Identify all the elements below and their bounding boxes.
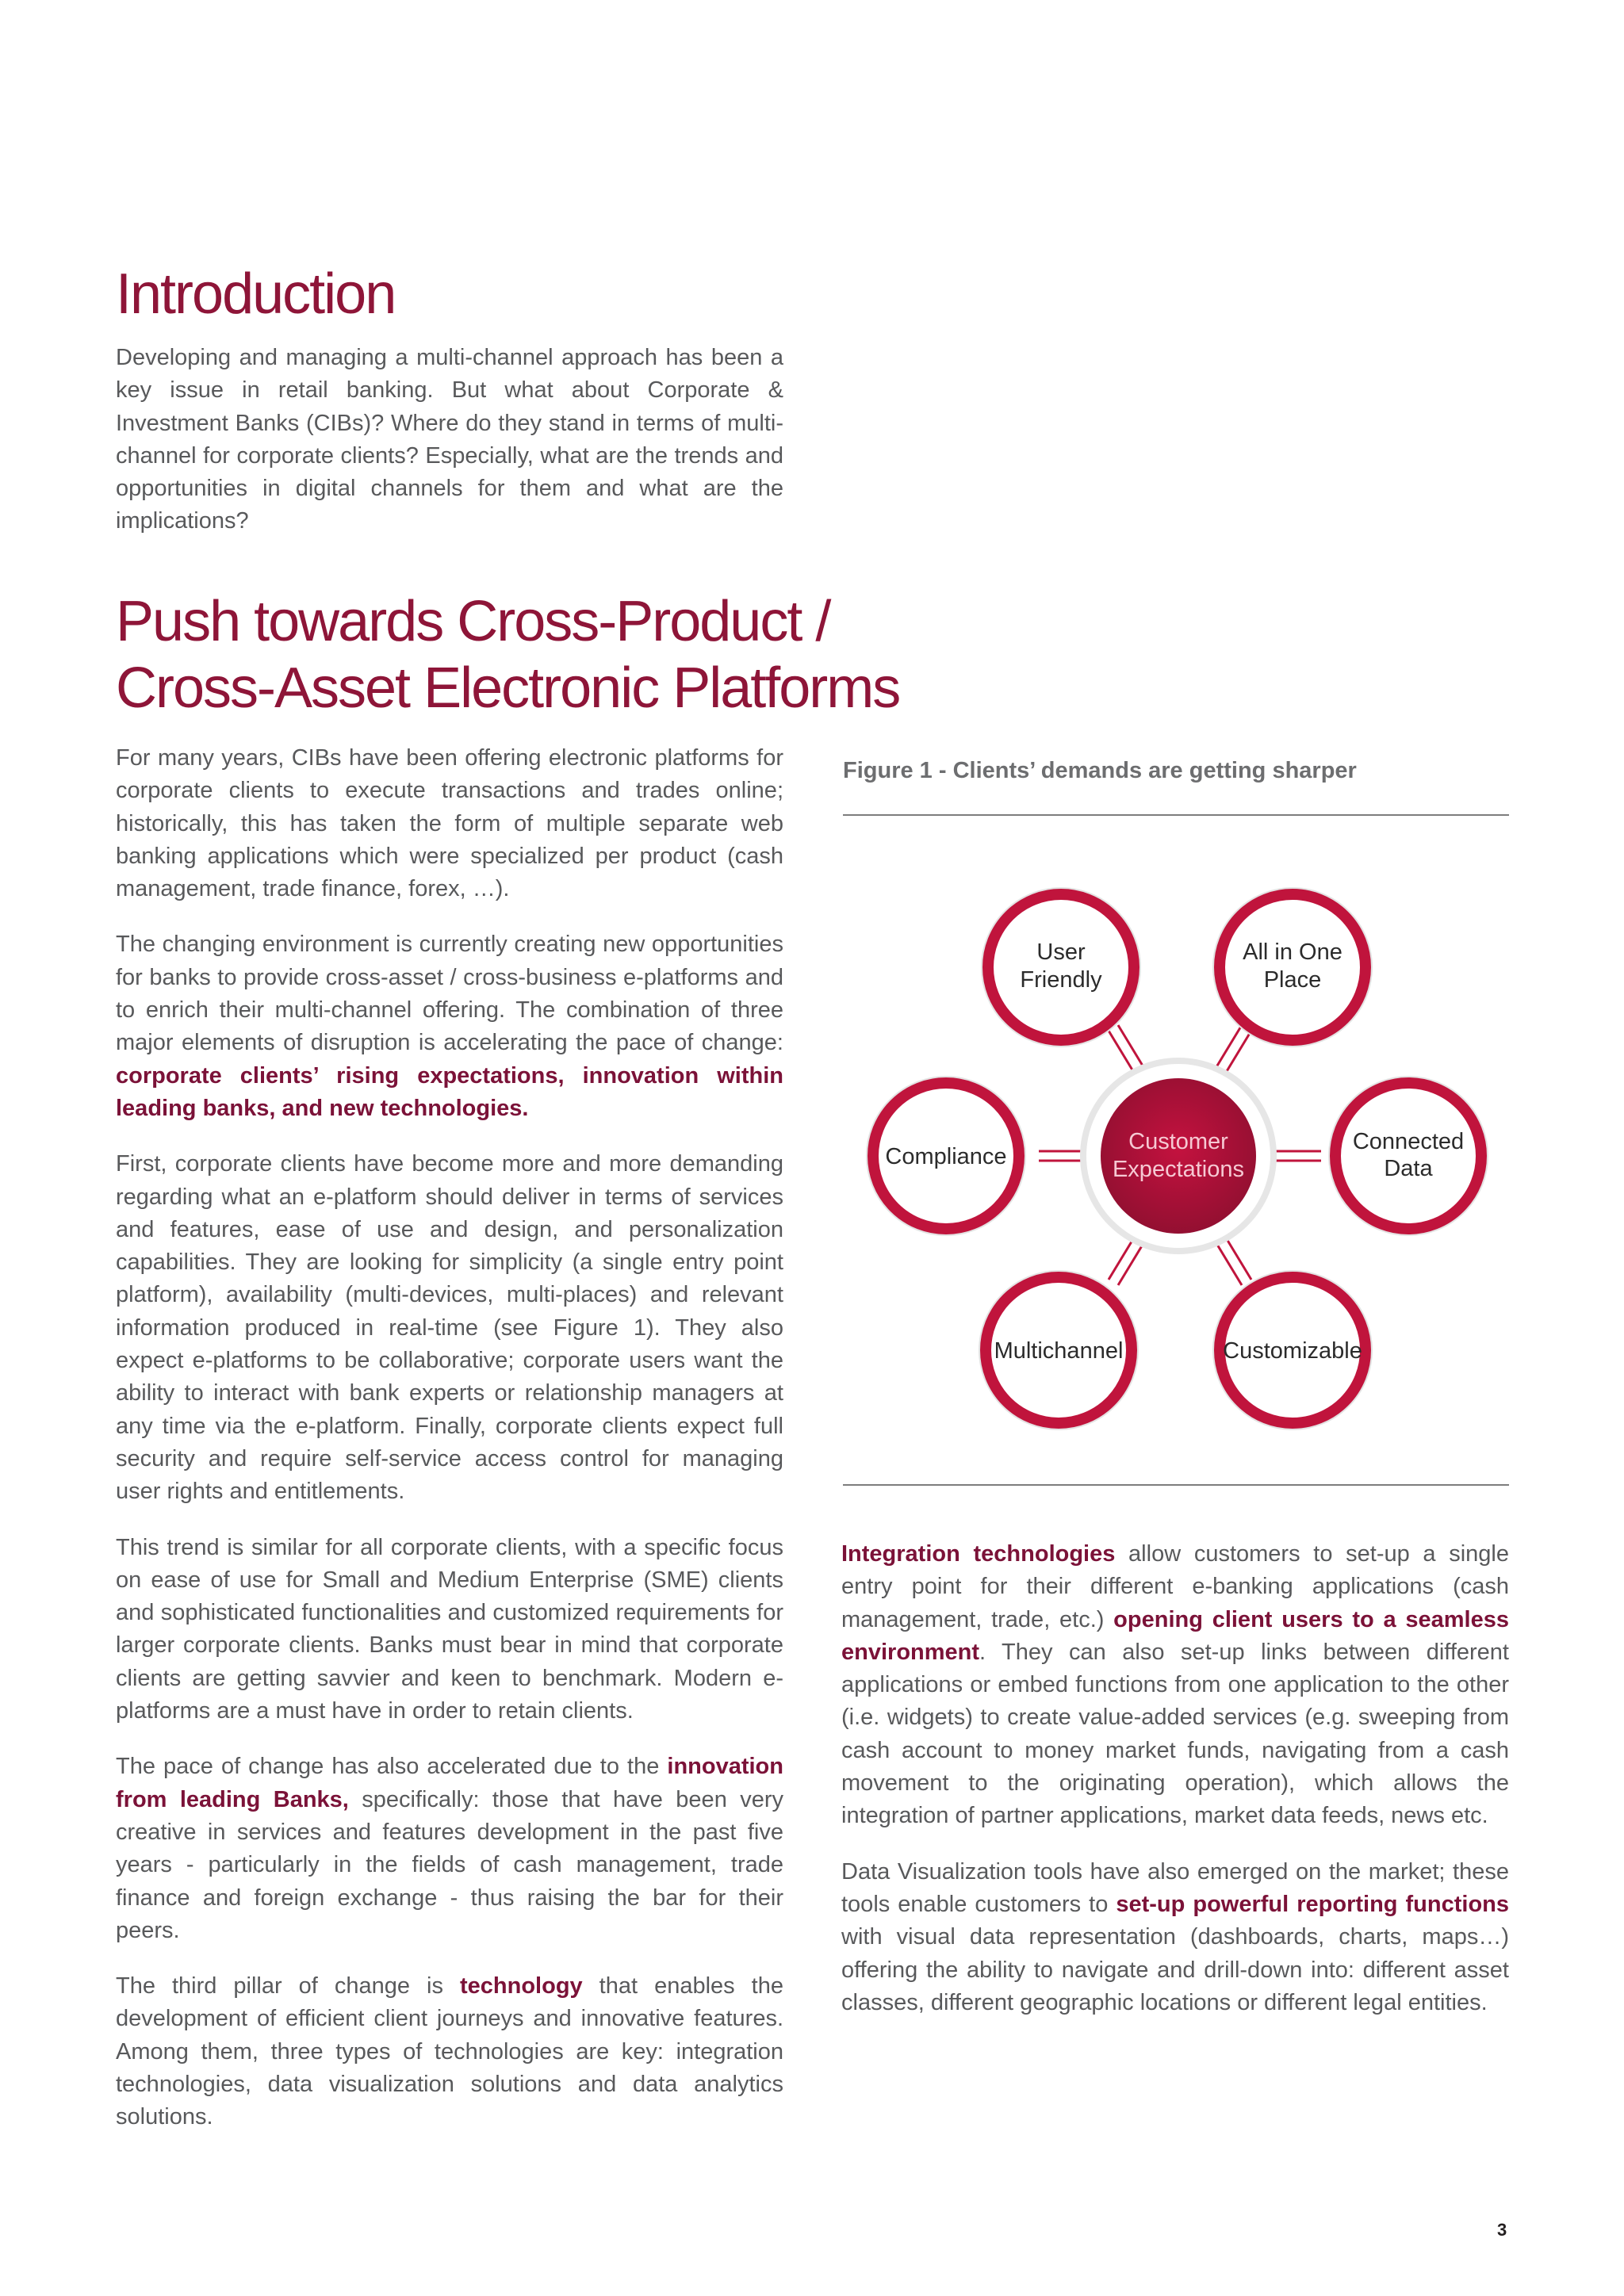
node-all-in-one-place [1212, 887, 1373, 1047]
center-node-customer-expectations [1080, 1058, 1277, 1254]
section-heading [116, 588, 899, 721]
section-heading-line-2: Cross-Asset Electronic Platforms [116, 656, 900, 720]
node-customizable [1212, 1270, 1373, 1430]
customer-expectations-diagram [843, 825, 1509, 1475]
highlight-text: set-up powerful reporting functions [1116, 1891, 1509, 1917]
node-label: Multichannel [994, 1338, 1124, 1364]
node-label: All in One [1243, 939, 1342, 965]
paragraph-text: allow customers to set-up a single entry point for their different e-banking applications (cash management, trade, etc.) [841, 1541, 1509, 1632]
page-number: 3 [1497, 2220, 1507, 2240]
node-label: Place [1263, 967, 1322, 993]
paragraph-text: that enables the development of efficient client journeys and innovative features. Among them, three types of technologies are key: integration technologies, data visualization solutions and data analytics solutions. [116, 1973, 783, 2130]
node-label: Customizable [1223, 1338, 1362, 1364]
node-user-friendly [981, 887, 1141, 1047]
paragraph-text: The changing environment is currently creating new opportunities for banks to provide cross-asset / cross-business e-platforms and to enrich their multi-channel offering. The combination of three major elements of disruption is accelerating the pace of change: [116, 932, 783, 1056]
node-label: Friendly [1020, 967, 1102, 993]
paragraph [116, 1751, 783, 1947]
figure-title: Figure 1 - Clients’ demands are getting sharper [843, 758, 1357, 783]
node-multichannel [979, 1270, 1139, 1430]
right-column [841, 1538, 1509, 2042]
node-label: User [1036, 939, 1086, 965]
paragraph [116, 928, 783, 1125]
paragraph-text: Data Visualization tools have also emerged on the market; these tools enable customers to [841, 1858, 1509, 1917]
node-label: Data [1384, 1156, 1433, 1181]
highlight-text: innovation from leading Banks, [116, 1754, 783, 1812]
paragraph-text: . They can also set-up links between different applications or embed functions from one application to the other (i.e. widgets) to create value-added services (e.g. sweeping from cash account to money market funds, navigating from a cash movement to the originating operation), which allows the integration of partner applications, market data feeds, news etc. [841, 1639, 1509, 1829]
paragraph: First, corporate clients have become more and more demanding regarding what an e-platform should deliver in terms of services and features, ease of use and design, and personalization capabilities. They are looking for simplicity (a single entry point platform), availability (multi-devices, multi-places) and relevant information produced in real-time (see Figure 1). They also expect e-platforms to be collaborative; corporate users want the ability to interact with bank experts or relationship managers at any time via the e-platform. Finally, corporate clients expect full security and require self-service access control for managing user rights and entitlements. [116, 1151, 783, 1505]
paragraph-text: with visual data representation (dashboards, charts, maps…) offering the ability to navigate and drill-down into: different asset classes, different geographic locations or different legal entities. [841, 1924, 1509, 2015]
center-label: Expectations [1112, 1157, 1245, 1182]
introduction-paragraph: Developing and managing a multi-channel approach has been a key issue in retail banking. But what about Corporate & Investment Banks (CIBs)? Where do they stand in terms of multi-channel for corporate clients? Especially, what are the trends and opportunities in digital channels for them and what are the implications? [116, 345, 783, 534]
node-connected-data [1328, 1076, 1488, 1236]
highlight-text: corporate clients’ rising expectations, innovation within leading banks, and new technologies. [116, 1062, 783, 1121]
paragraph: This trend is similar for all corporate clients, with a specific focus on ease of use for Small and Medium Enterprise (SME) clients and sophisticated functionalities and customized requirements for larger corporate clients. Banks must bear in mind that corporate clients are getting savvier and keen to benchmark. Modern e-platforms are a must have in order to retain clients. [116, 1534, 783, 1724]
figure-bottom-rule [843, 1484, 1509, 1486]
center-label: Customer [1128, 1129, 1228, 1154]
paragraph-text: specifically: those that have been very creative in services and features development in the past five years - particularly in the fields of cash management, trade finance and foreign exchange - thus raising the bar for their peers. [116, 1786, 783, 1943]
paragraph [841, 1856, 1509, 2019]
figure-top-rule [843, 814, 1509, 816]
paragraph-text: The pace of change has also accelerated due to the [116, 1754, 668, 1780]
node-label: Connected [1352, 1129, 1465, 1154]
highlight-text: opening client users to a seamless environment [841, 1606, 1509, 1665]
left-column [116, 742, 783, 2157]
section-heading-line-1: Push towards Cross-Product / [116, 590, 830, 653]
introduction-heading: Introduction [116, 262, 396, 326]
highlight-text: technology [460, 1973, 583, 1999]
paragraph [841, 1538, 1509, 1833]
node-compliance [866, 1076, 1026, 1236]
paragraph: For many years, CIBs have been offering electronic platforms for corporate clients to execute transactions and trades online; historically, this has taken the form of multiple separate web banking applications which were specialized per product (cash management, trade finance, forex, …). [116, 745, 783, 902]
highlight-text: Integration technologies [841, 1541, 1116, 1567]
introduction-paragraph-block [116, 342, 783, 561]
paragraph [116, 1970, 783, 2133]
paragraph-text: The third pillar of change is [116, 1973, 460, 1999]
node-label: Compliance [885, 1144, 1007, 1169]
